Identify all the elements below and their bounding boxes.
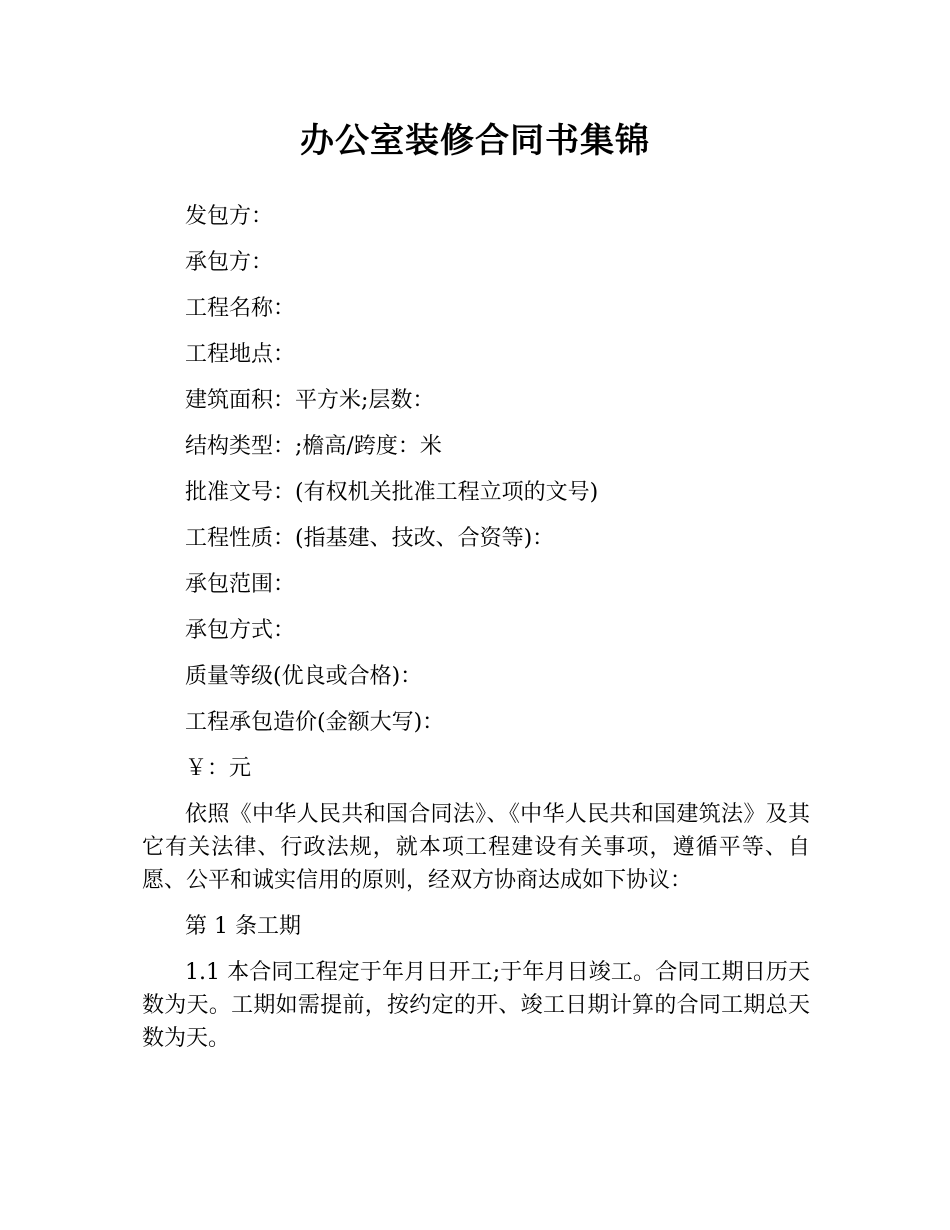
field-contract-scope: 承包范围： [185,572,296,597]
article-1-heading: 第 1 条工期 [185,914,301,939]
field-contract-method: 承包方式： [185,618,296,643]
article-1-1-paragraph: 1.1 本合同工程定于年月日开工;于年月日竣工。合同工期日历天数为天。工期如需提前，按约定的开、竣工日期计算的合同工期总天数为天。 [142,960,810,1051]
intro-paragraph: 依照《中华人民共和国合同法》、《中华人民共和国建筑法》及其它有关法律、行政法规，就本项工程建设有关事项，遵循平等、自愿、公平和诚实信用的原则，经双方协商达成如下协议： [142,802,810,893]
field-price-amount: ￥：元 [185,756,252,781]
field-project-nature: 工程性质：(指基建、技改、合资等)： [185,526,555,551]
field-project-location: 工程地点： [185,342,296,367]
field-building-area: 建筑面积：平方米;层数： [185,388,435,413]
field-employer: 发包方： [185,204,274,229]
field-contract-price: 工程承包造价(金额大写)： [185,710,445,735]
document-body [142,200,810,1068]
document-title: 办公室装修合同书集锦 [300,121,650,161]
field-project-name: 工程名称： [185,296,296,321]
field-quality-grade: 质量等级(优良或合格)： [185,664,423,689]
field-approval-number: 批准文号：(有权机关批准工程立项的文号) [185,480,599,505]
field-contractor: 承包方： [185,250,274,275]
field-structure-type: 结构类型：;檐高/跨度：米 [185,434,442,459]
